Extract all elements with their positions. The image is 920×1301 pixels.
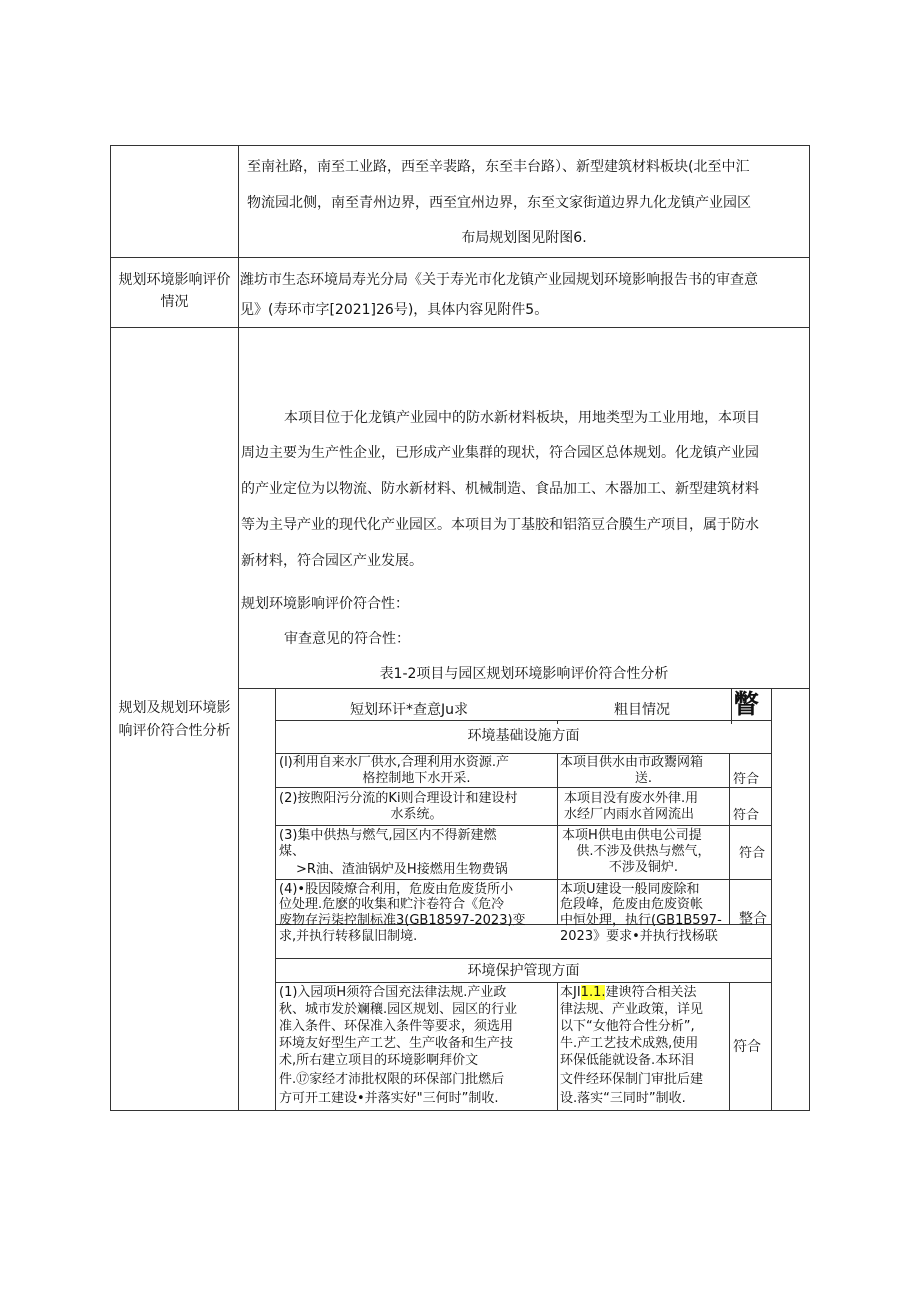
row3-proj-1: 本项H供电由供电公司提 <box>562 828 702 843</box>
planning-eia-content-1: 潍坊市生态环境局寿光分局《关于寿光市化龙镇产业园规划环境影响报告书的审查意 <box>240 272 758 288</box>
outer-border-right <box>809 145 810 1111</box>
row1-proj-1: 本项目供水由市政鬻网箱 <box>560 755 704 770</box>
row5-proj-7: 设.落实“三同时”制收. <box>560 1091 686 1106</box>
row5-result: 符合 <box>733 1039 761 1055</box>
row4-proj-3: 中恒处理，执行(GB1B597- <box>560 913 722 928</box>
row4-proj-4: 2023》要求•并执行找杨联 <box>560 929 718 944</box>
compliance-label-2: 响评价符合性分析 <box>118 723 231 739</box>
row3-req-3: >R油、渣油锅炉及H接燃用生物费锅 <box>296 862 508 877</box>
row2-result: 符合 <box>733 808 760 823</box>
row3-req-1: (3)集中供热与燃气,园区内不得新建燃 <box>279 828 497 843</box>
table-caption: 表1-2项目与园区规划环境影响评价符合性分析 <box>379 666 669 682</box>
row5-proj-2: 律法规、产业政策，详见 <box>560 1002 704 1017</box>
header-requirement: 短划环讦*查意Ju求 <box>350 702 469 718</box>
outer-border-bottom <box>110 1110 810 1111</box>
header-compliance: 瞥 <box>733 690 760 720</box>
row-divider-1 <box>110 257 810 258</box>
row5-req-4: 环境友好型生产工艺、生产收备和生产技 <box>279 1036 514 1051</box>
row5-req-6: 件.⑰家经才沛批权限的环保部门批燃后 <box>279 1072 505 1087</box>
row3-result: 符合 <box>739 846 766 861</box>
row2-proj-1: 本项目没有废水外律.用 <box>564 791 699 806</box>
subheading-planning-eia: 规划环境影响评价符合性： <box>241 596 409 612</box>
row1-req-2: 格控制地下水开采. <box>362 771 471 786</box>
planning-eia-content-2: 见》(寿环市字[2021]26号)，具体内容见附件5。 <box>240 302 549 318</box>
compliance-para-4: 等为主导产业的现代化产业园区。本项目为丁基胶和铝箔豆合膜生产项目，属于防水 <box>241 517 759 533</box>
row5-proj-1-pre: 本JI <box>560 985 581 1000</box>
top-line-2: 物流园北侧，南至青州边界，西至宜州边界，东至文家街道边界九化龙镇产业园区 <box>247 195 751 211</box>
row2-proj-2: 水经厂内雨水首网流出 <box>564 807 695 822</box>
row4-proj-1: 本项U建设一般同废除和 <box>560 882 700 897</box>
row2-req-2: 水系统。 <box>390 807 443 822</box>
row1-proj-2: 送. <box>634 771 653 786</box>
compliance-para-5: 新材料，符合园区产业发展。 <box>241 553 423 569</box>
column-divider <box>238 145 239 1111</box>
row-divider-2 <box>110 327 810 328</box>
compliance-para-3: 的产业定位为以物流、防水新材料、机械制造、食品加工、木器加工、新型建筑材料 <box>241 481 759 497</box>
row5-proj-6: 文件经环保制门审批后建 <box>560 1072 704 1087</box>
compliance-para-1: 本项目位于化龙镇产业园中的防水新材料板块，用地类型为工业用地，本项目 <box>284 410 760 426</box>
row5-proj-3: 以下“女他符合性分析”, <box>560 1019 695 1034</box>
compliance-label-1: 规划及规划环境影 <box>118 700 231 716</box>
row4-proj-2: 危段峰，危废由危废资帐 <box>560 897 704 912</box>
compliance-para-2: 周边主要为生产性企业，已形成产业集群的现状，符合园区总体规划。化龙镇产业园 <box>241 445 759 461</box>
section-infrastructure: 环境基础设施方面 <box>467 728 580 744</box>
row3-proj-3: 不涉及铜炉. <box>608 860 679 875</box>
row5-req-2: 秋、城市发於斓穰.园区规划、园区的行业 <box>279 1002 518 1017</box>
row4-req-2: 位处理.危麽的收集和贮汴卷符合《危冷 <box>279 897 505 912</box>
top-line-3: 布局规划图见附图6. <box>461 230 587 246</box>
row2-req-1: (2)按煦阳污分流的Ki则合理设计和建设村 <box>279 791 518 806</box>
row3-req-2: 煤、 <box>279 844 306 859</box>
section-env-management: 环境保护管现方面 <box>467 963 580 979</box>
row4-req-3: 废物存污柒控制标准3(GB18597-2023)变 <box>279 913 526 928</box>
outer-border-top <box>110 145 810 146</box>
header-project-status: 粗目情况 <box>614 702 670 718</box>
row4-result: 整合 <box>739 911 767 927</box>
row5-req-5: 术,所右建立项目的环境影啊拜价文 <box>279 1053 479 1068</box>
top-line-1: 至南社路，南至工业路，西至辛裴路，东至丰台路）、新型建筑材料板块(北至中汇 <box>247 159 750 175</box>
row1-req-1: (l)利用自来水厂供水,合理利用水资源.产 <box>279 755 510 770</box>
row5-proj-1-highlight: 1.1. <box>580 985 606 1000</box>
row5-proj-5: 环保低能就设备.本环泪 <box>560 1053 695 1068</box>
row5-req-7: 方可开工建设•并落实好"三何时”制收. <box>279 1091 499 1106</box>
row5-req-3: 准入条件、环保准入条件等要求，须选用 <box>279 1019 514 1034</box>
planning-eia-label-1: 规划环境影响评价 <box>118 272 231 288</box>
planning-eia-label-2: 情况 <box>160 294 189 310</box>
subheading-review-opinion: 审查意见的符合性： <box>284 631 410 647</box>
row5-proj-1 <box>560 985 697 1001</box>
row5-proj-1-post: 建谀符合相关法 <box>605 985 697 1000</box>
row4-req-4: 求,并执行转移鼠旧制境. <box>279 929 418 944</box>
row4-req-1: (4)•股因陵燎合利用，危废由危废货所小 <box>279 882 514 897</box>
row5-proj-4: 牛.产工艺技术成熟,使用 <box>560 1036 699 1051</box>
row3-proj-2: 供.不涉及供热与燃气， <box>576 844 711 859</box>
row1-result: 符合 <box>733 772 760 787</box>
row5-req-1: (1)入园项H须符合国充法律法规.产业政 <box>279 985 507 1000</box>
